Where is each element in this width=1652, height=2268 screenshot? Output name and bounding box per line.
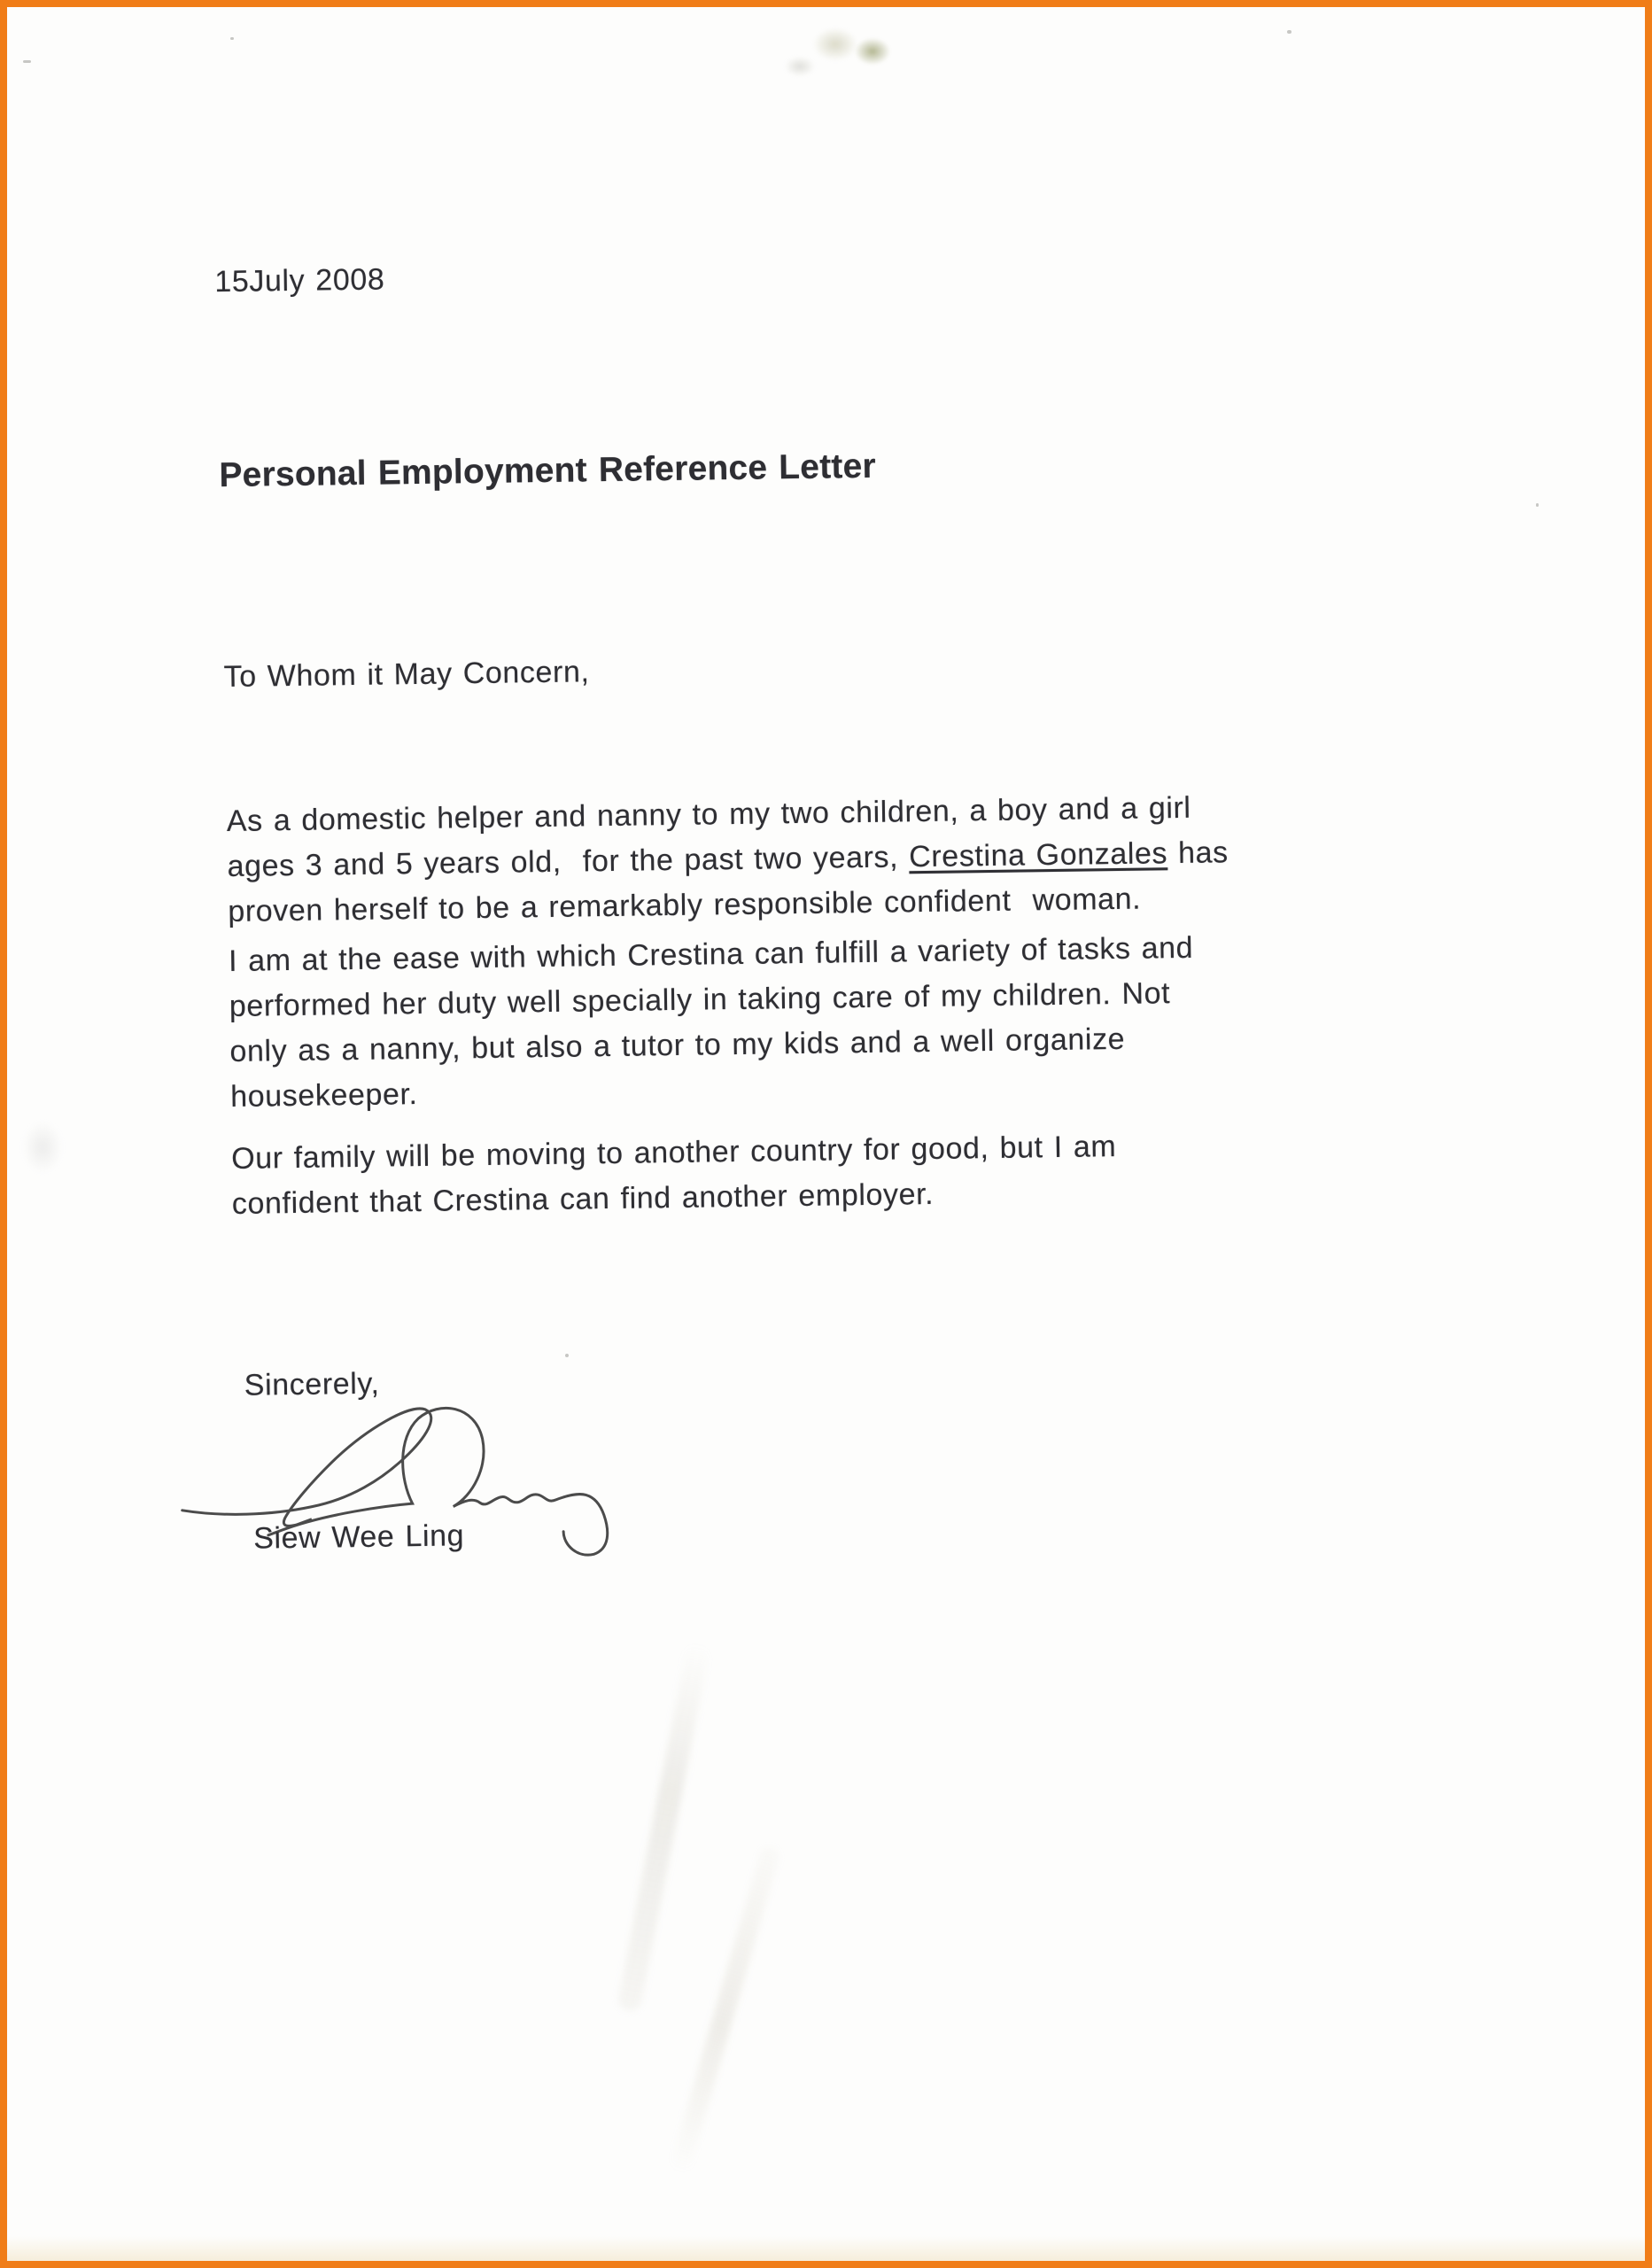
- paragraph-2: [229, 926, 1196, 1120]
- paragraph-2-line-3: only as a nanny, but also a tutor to my kids and a well organize: [229, 1021, 1126, 1068]
- paragraph-1: [227, 785, 1229, 935]
- paragraph-3-line-2: confident that Crestina can find another employer.: [231, 1177, 935, 1221]
- paragraph-3: [231, 1124, 1117, 1227]
- salutation: To Whom it May Concern,: [223, 655, 590, 695]
- underlined-employee-name: Crestina Gonzales: [908, 836, 1168, 874]
- signature-printed-name: Siew Wee Ling: [252, 1518, 465, 1556]
- letter-date: 15July 2008: [214, 262, 385, 299]
- paragraph-1-line-3: proven herself to be a remarkably responsible confident woman.: [228, 882, 1142, 929]
- paragraph-2-line-1: I am at the ease with which Crestina can fulfill a variety of tasks and: [228, 930, 1194, 979]
- paragraph-2-line-2: performed her duty well specially in taking care of my children. Not: [229, 976, 1171, 1023]
- paragraph-1-line-2-before: ages 3 and 5 years old, for the past two years,: [227, 840, 910, 884]
- paragraph-1-line-1: As a domestic helper and nanny to my two children, a boy and a girl: [226, 790, 1191, 839]
- paragraph-3-line-1: Our family will be moving to another country for good, but I am: [230, 1130, 1117, 1176]
- paragraph-1-line-2-after: has: [1167, 835, 1229, 871]
- letter-title: Personal Employment Reference Letter: [219, 447, 877, 495]
- closing-word: Sincerely,: [244, 1366, 380, 1402]
- paragraph-2-line-4: housekeeper.: [229, 1077, 418, 1114]
